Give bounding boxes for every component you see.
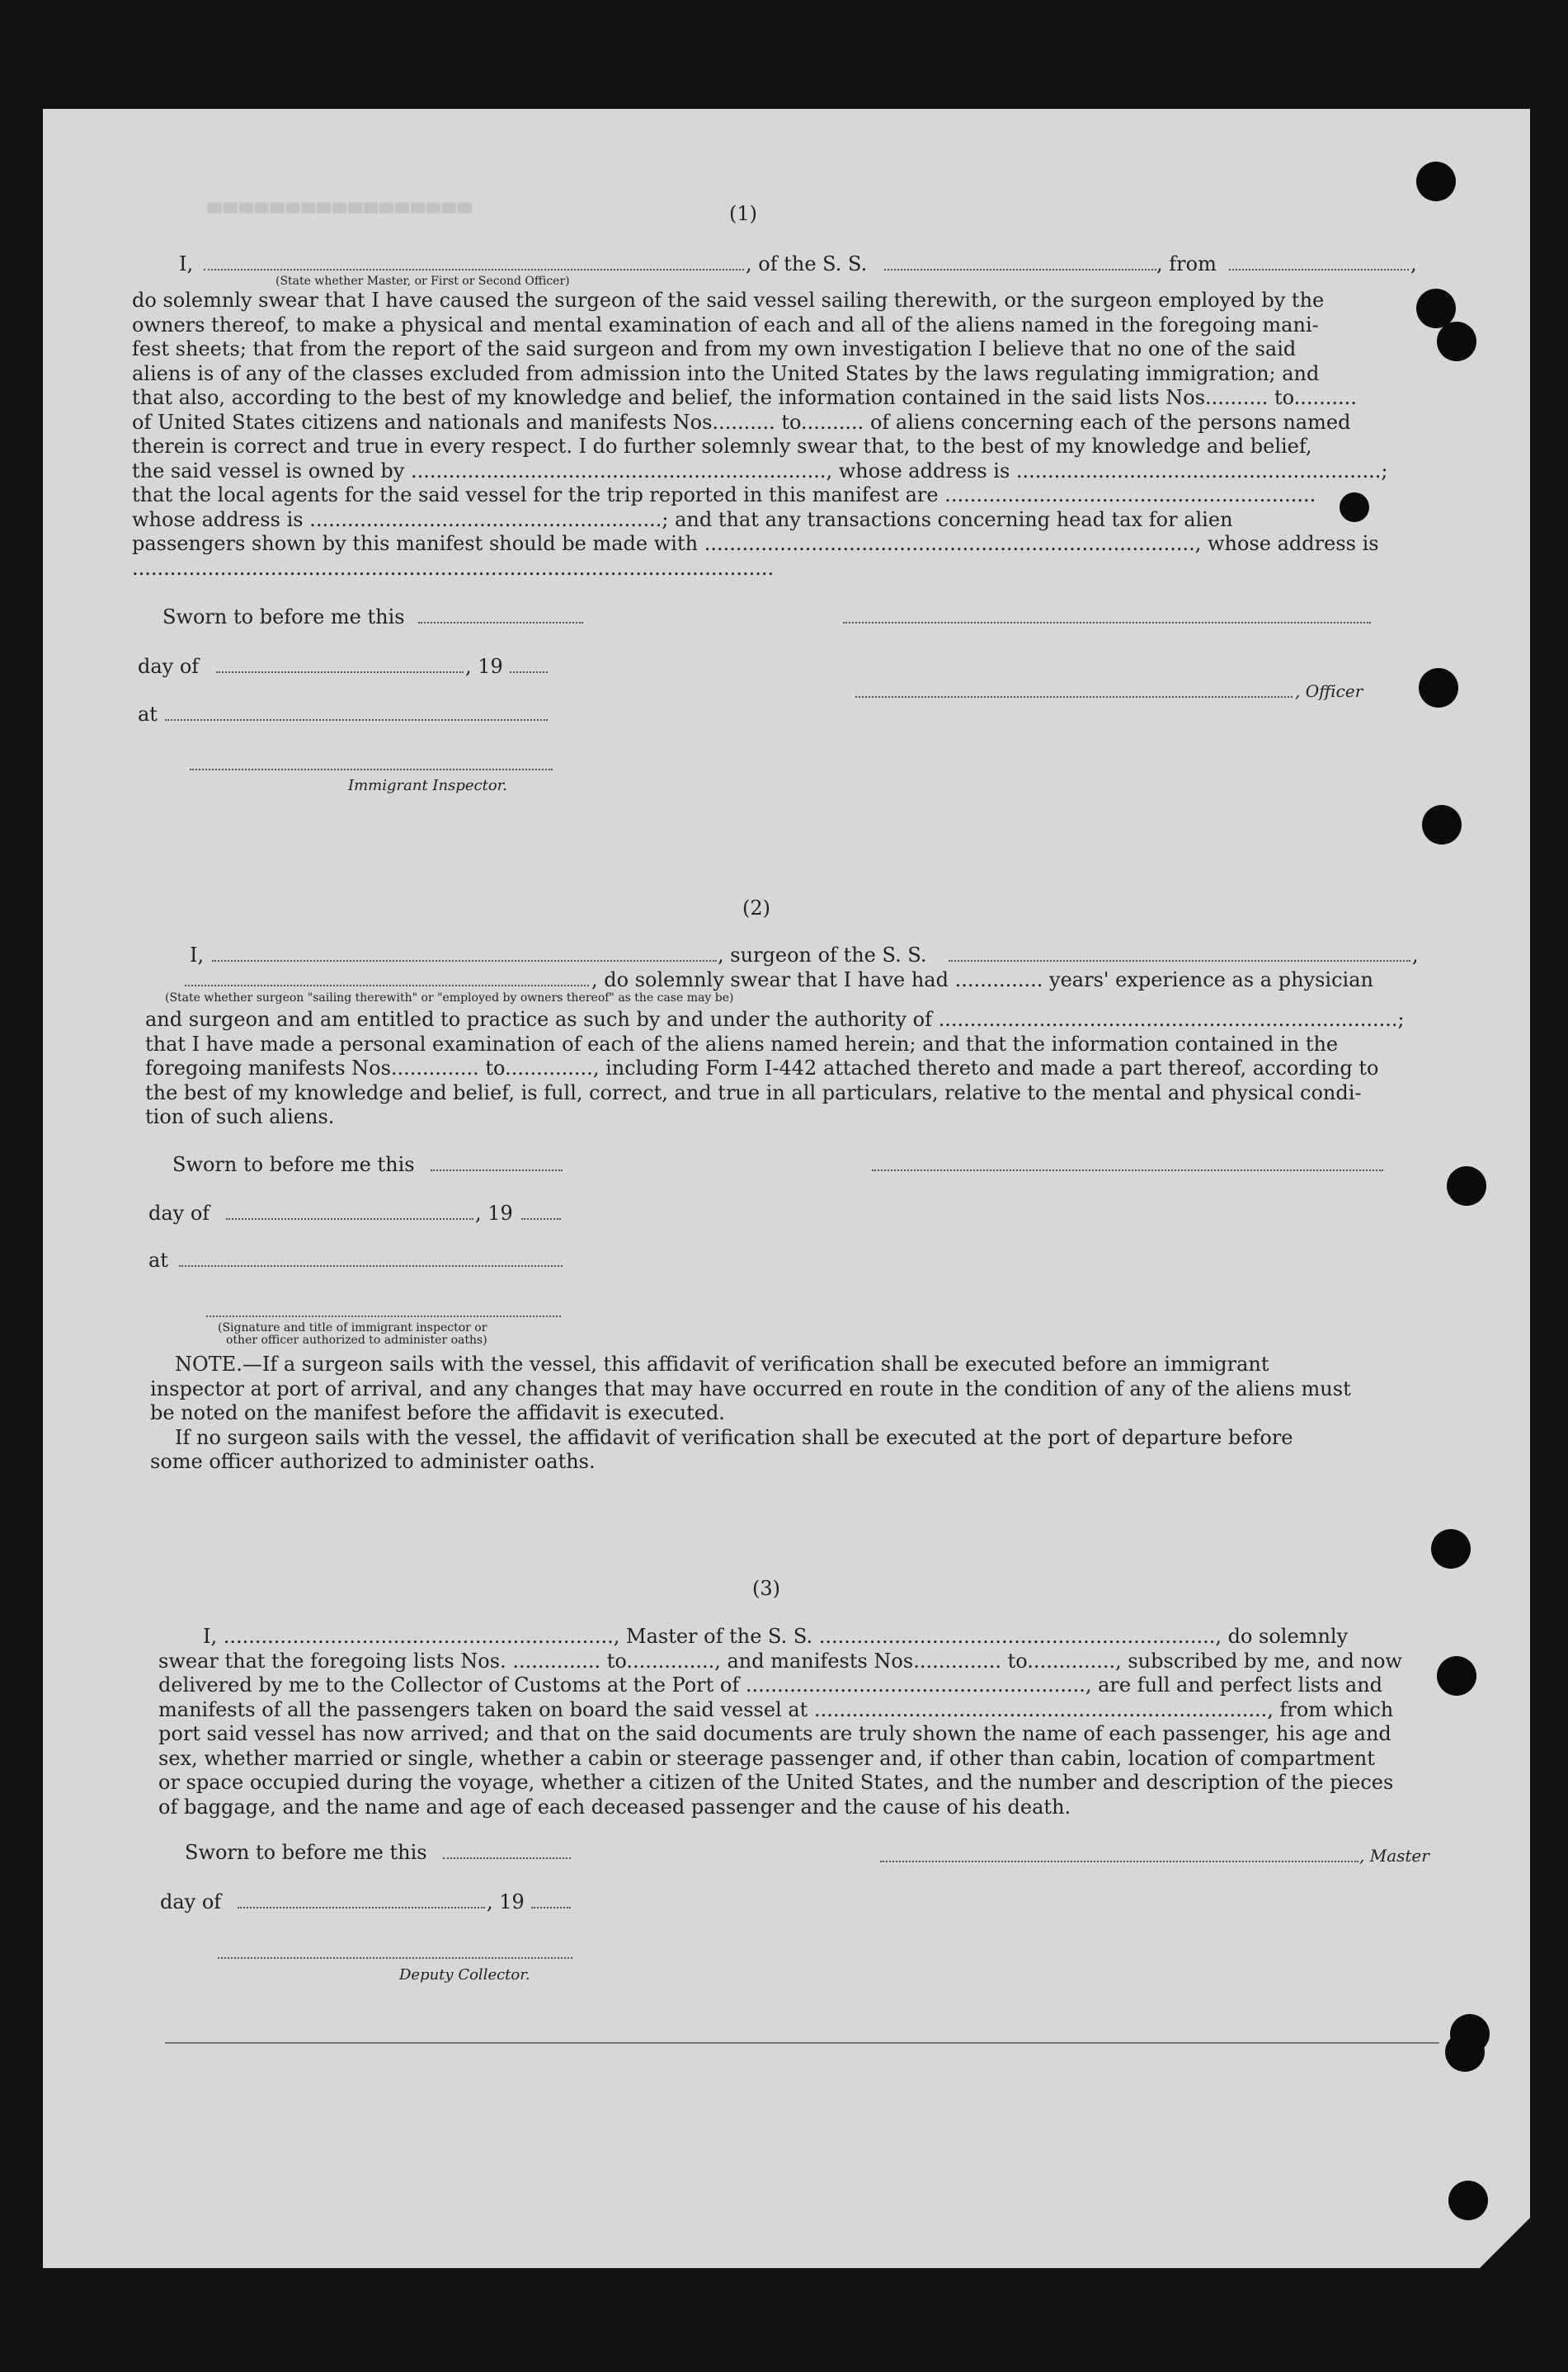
at-label-2: at (148, 1249, 168, 1272)
vessel-label: , of the S. S. (746, 252, 868, 275)
oath-line: that also, according to the best of my knowledge and belief, the information contained in the said lists Nos.......... to.......... (132, 386, 1357, 409)
section-1-number: (1) (729, 202, 757, 225)
sig-caption-2: other officer authorized to administer oaths) (226, 1334, 487, 1347)
oath-line: whose address is ........................................................; and that any transactions concerning head tax for alien (132, 507, 1233, 531)
day-field-1[interactable] (216, 671, 464, 673)
officer-label: , Officer (1295, 681, 1363, 701)
year-label-3: , 19 (487, 1890, 525, 1913)
section-2-note (150, 1353, 1351, 1475)
sworn-date-field-3[interactable] (443, 1857, 571, 1859)
year-field-2[interactable] (521, 1218, 561, 1220)
oath-line: port said vessel has now arrived; and that on the said documents are truly shown the name of each passenger, his age and (158, 1722, 1391, 1745)
section-2-number: (2) (742, 897, 770, 920)
punch-hole (1437, 1656, 1476, 1696)
note-line: NOTE.—If a surgeon sails with the vessel, this affidavit of verification shall be executed before an immigrant (175, 1353, 1269, 1376)
collector-signature-field[interactable] (218, 1957, 572, 1959)
surgeon-caption: (State whether surgeon "sailing therewith" or "employed by owners thereof" as the case may be) (165, 991, 734, 1005)
sworn-extra-field-1[interactable] (843, 622, 1371, 624)
oath-line: and surgeon and am entitled to practice as such by and under the authority of .........................................................................; (145, 1008, 1405, 1031)
bleed-through-text: ▀▀▀▀▀▀▀▀▀▀▀▀▀▀▀▀▀ (208, 191, 473, 212)
oath-line: that the local agents for the said vessel for the trip reported in this manifest are ........................................................... (132, 483, 1316, 506)
bottom-rule (165, 2042, 1439, 2044)
punch-hole (1422, 805, 1462, 845)
surgeon-prefix: I, (190, 944, 205, 967)
officer-signature-field[interactable] (855, 696, 1293, 698)
oath-line: ...................................................................................................... (132, 556, 775, 580)
surgeon-signature-field[interactable] (872, 1170, 1383, 1171)
note-line: some officer authorized to administer oaths. (150, 1450, 596, 1473)
oath-line: I, .............................................................., Master of the S. S. ..............................................................., do solemnly (203, 1625, 1349, 1648)
section-2-oath-text (145, 1008, 1405, 1130)
oath-line: swear that the foregoing lists Nos. .............. to.............., and manifests Nos.............. to.............., subscribed by me, and now (158, 1649, 1402, 1673)
punch-hole (1447, 1166, 1486, 1206)
officer-name-field[interactable] (204, 269, 744, 271)
day-of-label-2: day of (148, 1202, 210, 1225)
note-line: be noted on the manifest before the affidavit is executed. (150, 1401, 725, 1424)
oath-line: foregoing manifests Nos.............. to.............., including Form I-442 attached thereto and made a part thereof, according to (145, 1057, 1379, 1080)
oath-line: therein is correct and true in every respect. I do further solemnly swear that, to the best of my knowledge and belief, (132, 435, 1312, 458)
oath-line: tion of such aliens. (145, 1105, 335, 1128)
at-label-1: at (138, 703, 158, 726)
from-field[interactable] (1229, 269, 1409, 271)
surgeon-vessel-label: , surgeon of the S. S. (718, 944, 927, 967)
oath-line: aliens is of any of the classes excluded from admission into the United States by the laws regulating immigration; and (132, 361, 1320, 385)
surgeon-name-field[interactable] (212, 960, 717, 962)
oath-line: delivered by me to the Collector of Customs at the Port of ......................................................, are full and perfect lists and (158, 1673, 1383, 1697)
punch-hole (1437, 322, 1476, 361)
oath-line: the best of my knowledge and belief, is full, correct, and true in all particulars, relative to the mental and physical condi- (145, 1080, 1362, 1104)
section-1-officer-prefix: I, (179, 252, 194, 275)
punch-hole (1431, 1529, 1471, 1569)
inspector-signature-field[interactable] (190, 769, 553, 770)
day-of-label-3: day of (160, 1890, 222, 1913)
master-label: , Master (1359, 1846, 1429, 1866)
oath-line: manifests of all the passengers taken on board the said vessel at ........................................................................, from which (158, 1697, 1394, 1721)
document-page (43, 109, 1530, 2268)
note-line: inspector at port of arrival, and any changes that may have occurred en route in the condition of any of the aliens must (150, 1377, 1351, 1400)
oath-line: or space occupied during the voyage, whether a citizen of the United States, and the number and description of the pieces (158, 1771, 1394, 1794)
day-field-3[interactable] (238, 1907, 485, 1908)
oath-line: owners thereof, to make a physical and mental examination of each and all of the aliens named in the foregoing mani- (132, 313, 1319, 337)
oath-line: fest sheets; that from the report of the said surgeon and from my own investigation I believe that no one of the said (132, 337, 1297, 360)
vessel-name-field[interactable] (884, 269, 1156, 271)
sworn-label-3: Sworn to before me this (185, 1841, 427, 1864)
punch-hole (1445, 2032, 1485, 2072)
year-field-3[interactable] (531, 1907, 571, 1908)
at-field-1[interactable] (165, 719, 548, 721)
oath-line: passengers shown by this manifest should be made with .............................................................................., whose address is (132, 532, 1379, 555)
ink-blot (1340, 492, 1369, 522)
administering-officer-signature-field[interactable] (206, 1315, 561, 1317)
oath-line: of United States citizens and nationals and manifests Nos.......... to.......... of aliens concerning each of the persons named (132, 410, 1351, 434)
punch-hole (1419, 668, 1458, 708)
year-label-1: , 19 (465, 655, 503, 678)
year-field-1[interactable] (510, 671, 548, 673)
oath-line: of baggage, and the name and age of each deceased passenger and the cause of his death. (158, 1795, 1071, 1819)
officer-caption: (State whether Master, or First or Second Officer) (275, 275, 570, 288)
surgeon-type-field[interactable] (185, 985, 589, 986)
collector-label: Deputy Collector. (399, 1966, 530, 1984)
inspector-label: Immigrant Inspector. (348, 777, 508, 794)
section-3-oath-text (158, 1625, 1402, 1819)
surgeon-line1-end: , (1412, 944, 1419, 967)
at-field-2[interactable] (179, 1265, 563, 1267)
day-field-2[interactable] (226, 1218, 473, 1220)
surgeon-experience-line: , do solemnly swear that I have had .............. years' experience as a physician (591, 968, 1373, 991)
year-label-2: , 19 (475, 1202, 513, 1225)
master-signature-field[interactable] (880, 1861, 1358, 1862)
section-3-number: (3) (752, 1577, 780, 1600)
punch-hole (1416, 162, 1456, 201)
sworn-label-2: Sworn to before me this (172, 1153, 415, 1176)
surgeon-vessel-field[interactable] (949, 960, 1410, 962)
note-line: If no surgeon sails with the vessel, the affidavit of verification shall be executed at the port of departure before (175, 1425, 1293, 1449)
day-of-label-1: day of (138, 655, 200, 678)
oath-line: do solemnly swear that I have caused the surgeon of the said vessel sailing therewith, or the surgeon employed by the (132, 289, 1325, 312)
oath-line: sex, whether married or single, whether a cabin or steerage passenger and, if other than cabin, location of compartment (158, 1746, 1375, 1770)
sworn-date-field-2[interactable] (431, 1170, 563, 1171)
oath-line: that I have made a personal examination of each of the aliens named herein; and that the information contained in the (145, 1032, 1339, 1056)
torn-corner (1478, 2204, 1544, 2270)
sig-caption-1: (Signature and title of immigrant inspector or (218, 1321, 487, 1334)
sworn-label-1: Sworn to before me this (162, 605, 405, 628)
section-1-oath-text (132, 289, 1387, 581)
oath-line: the said vessel is owned by .................................................................., whose address is ..........................................................; (132, 459, 1388, 482)
line1-end: , (1410, 252, 1417, 275)
sworn-date-field-1[interactable] (418, 622, 583, 624)
from-label: , from (1156, 252, 1217, 275)
